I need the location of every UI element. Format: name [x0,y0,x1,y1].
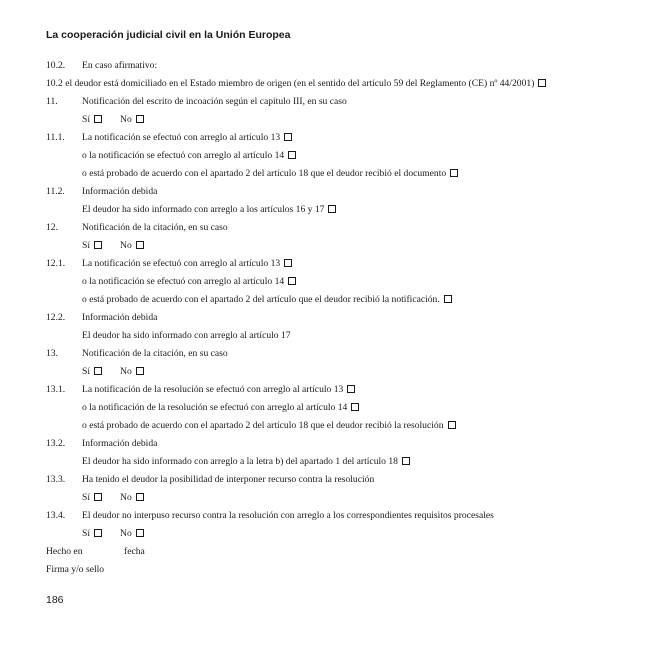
item-text: o la notificación de la resolución se efectuó con arreglo al artículo 14 [82,402,348,413]
yes-label: Sí [82,114,91,125]
item-text: o está probado de acuerdo con el apartado 2 del artículo 18 que el deudor recibió la resolución [82,420,444,431]
checkbox[interactable] [448,421,456,429]
no-checkbox[interactable] [136,367,144,375]
item-number: 12. [46,222,58,233]
item-text: Información debida [82,312,158,323]
item-13-1-alt-a [82,402,359,414]
checkbox[interactable] [444,295,452,303]
item-text-with-checkbox [82,384,355,396]
item-text: El deudor ha sido informado con arreglo a la letra b) del apartado 1 del artículo 18 [82,456,398,467]
item-number: 10.2. [46,60,66,71]
item-text: o está probado de acuerdo con el apartado 2 del artículo 18 que el deudor recibió el documento [82,168,447,179]
yes-label: Sí [82,366,91,377]
item-text: Ha tenido el deudor la posibilidad de interponer recurso contra la resolución [82,474,375,485]
checkbox[interactable] [288,277,296,285]
item-11-1-alt-b [82,168,458,180]
item-text: La notificación se efectuó con arreglo al artículo 13 [82,258,281,269]
page-header-title: La cooperación judicial civil en la Unión Europea [46,29,291,41]
item-text: La notificación de la resolución se efectuó con arreglo al artículo 13 [82,384,344,395]
no-label: No [120,366,132,377]
item-11-1-alt-a [82,150,296,162]
hecho-en-label: Hecho en [46,546,83,557]
no-label: No [120,240,132,251]
item-number: 11.1. [46,132,65,143]
item-number: 13.3. [46,474,66,485]
no-label: No [120,528,132,539]
item-text: El deudor ha sido informado con arreglo a los artículos 16 y 17 [82,204,325,215]
item-number: 13.4. [46,510,66,521]
no-checkbox[interactable] [136,115,144,123]
item-10-2-domicile [46,78,546,90]
firma-label: Firma y/o sello [46,564,105,575]
fecha-label: fecha [124,546,145,557]
item-text: Notificación de la citación, en su caso [82,348,228,359]
yes-no-row [82,528,144,540]
item-text: En caso afirmativo: [82,60,158,71]
yes-checkbox[interactable] [94,241,102,249]
no-label: No [120,114,132,125]
checkbox[interactable] [450,169,458,177]
no-checkbox[interactable] [136,493,144,501]
item-text-with-checkbox [82,132,292,144]
checkbox[interactable] [351,403,359,411]
item-text-with-checkbox [82,258,292,270]
item-text: o la notificación se efectuó con arreglo al artículo 14 [82,276,285,287]
no-checkbox[interactable] [136,241,144,249]
item-text: o la notificación se efectuó con arreglo al artículo 14 [82,150,285,161]
checkbox[interactable] [284,259,292,267]
yes-checkbox[interactable] [94,529,102,537]
item-number: 13.2. [46,438,66,449]
checkbox[interactable] [538,79,546,87]
item-number: 13. [46,348,58,359]
checkbox[interactable] [328,205,336,213]
item-number: 12.2. [46,312,66,323]
item-text: Información debida [82,438,158,449]
yes-no-row [82,114,144,126]
item-text: El deudor ha sido informado con arreglo al artículo 17 [82,330,291,341]
item-text: El deudor no interpuso recurso contra la resolución con arreglo a los correspondientes requisitos procesales [82,510,494,521]
checkbox[interactable] [288,151,296,159]
item-text: Información debida [82,186,158,197]
item-12-1-alt-a [82,276,296,288]
page-number: 186 [46,594,64,606]
item-12-1-alt-b [82,294,452,306]
item-13-2-detail [82,456,410,468]
yes-no-row [82,492,144,504]
item-number: 13.1. [46,384,66,395]
item-number: 12.1. [46,258,66,269]
item-text: Notificación del escrito de incoación según el capítulo III, en su caso [82,96,347,107]
checkbox[interactable] [347,385,355,393]
yes-label: Sí [82,240,91,251]
yes-label: Sí [82,528,91,539]
item-13-1-alt-b [82,420,456,432]
yes-label: Sí [82,492,91,503]
checkbox[interactable] [284,133,292,141]
item-text: o está probado de acuerdo con el apartado 2 del artículo que el deudor recibió la notificación. [82,294,440,305]
yes-no-row [82,366,144,378]
item-number: 11.2. [46,186,65,197]
item-text: 10.2 el deudor está domiciliado en el Estado miembro de origen (en el sentido del artículo 59 del Reglamento (CE) nº 44/2001) [46,78,535,89]
item-number: 11. [46,96,58,107]
yes-checkbox[interactable] [94,115,102,123]
yes-checkbox[interactable] [94,367,102,375]
no-label: No [120,492,132,503]
item-text: Notificación de la citación, en su caso [82,222,228,233]
yes-no-row [82,240,144,252]
no-checkbox[interactable] [136,529,144,537]
item-11-2-detail [82,204,336,216]
item-text: La notificación se efectuó con arreglo al artículo 13 [82,132,281,143]
yes-checkbox[interactable] [94,493,102,501]
item-12-2-detail [82,330,291,342]
checkbox[interactable] [402,457,410,465]
